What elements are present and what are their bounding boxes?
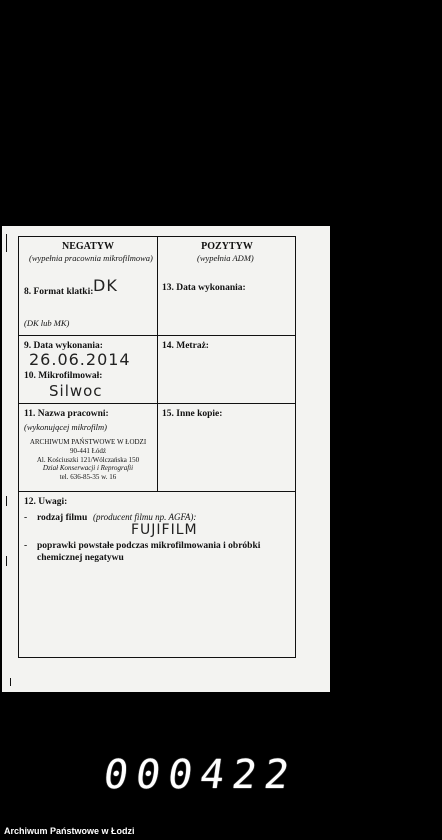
margin-mark — [6, 234, 7, 252]
pozytyw-subtitle: (wypełnia ADM) — [197, 253, 254, 263]
field-12-item1-value: FUJIFILM — [131, 522, 198, 538]
column-divider — [157, 237, 158, 491]
margin-mark — [6, 556, 7, 566]
field-14-label: 14. Metraż: — [162, 341, 209, 351]
institution-stamp — [19, 438, 157, 482]
field-9-value: 26.06.2014 — [29, 350, 131, 369]
field-10-value: Silwoc — [49, 382, 103, 400]
bullet: - — [24, 541, 28, 551]
field-9-label: 9. Data wykonania: — [24, 341, 103, 351]
field-15-label: 15. Inne kopie: — [162, 409, 223, 419]
field-12-label: 12. Uwagi: — [24, 497, 68, 507]
stamp-line: Dział Konserwacji i Reprografii — [42, 464, 134, 473]
archive-footer: Archiwum Państwowe w Łodzi — [4, 826, 135, 836]
field-8-value: DK — [93, 276, 118, 295]
stamp-line: tel. 636-85-35 w. 16 — [59, 473, 117, 481]
field-12-item1-note: (producent filmu np. AGFA): — [93, 512, 197, 522]
field-12-item2-line2: chemicznej negatywu — [37, 553, 124, 563]
row-divider — [19, 403, 295, 404]
margin-mark — [6, 496, 7, 506]
field-12-item2-line1: poprawki powstałe podczas mikrofilmowania i obróbki — [37, 541, 261, 551]
microfilm-card — [2, 226, 330, 692]
pozytyw-title: POZYTYW — [201, 241, 253, 252]
negatyw-title: NEGATYW — [61, 241, 115, 252]
field-8-label: 8. Format klatki: — [24, 287, 94, 297]
row-divider — [19, 491, 295, 492]
field-12-item1: rodzaj filmu — [37, 513, 88, 523]
negatyw-subtitle: (wypełnia pracownia mikrofilmowa) — [29, 253, 153, 263]
field-11-label: 11. Nazwa pracowni: — [24, 409, 109, 419]
form-table — [18, 236, 296, 658]
bullet: - — [24, 513, 28, 523]
field-8-hint: (DK lub MK) — [24, 318, 70, 328]
stamp-line: ARCHIWUM PAŃSTWOWE W ŁODZI — [29, 438, 147, 446]
frame-number: 000422 — [100, 752, 300, 798]
margin-mark — [10, 678, 11, 686]
stamp-line: Al. Kościuszki 121/Wólczańska 150 — [36, 455, 140, 464]
row-divider — [19, 335, 295, 336]
field-10-label: 10. Mikrofilmował: — [24, 371, 103, 381]
stamp-line: 90-441 Łódź — [70, 446, 106, 455]
field-13-label: 13. Data wykonania: — [162, 283, 246, 293]
field-11-subtitle: (wykonującej mikrofilm) — [24, 422, 108, 432]
